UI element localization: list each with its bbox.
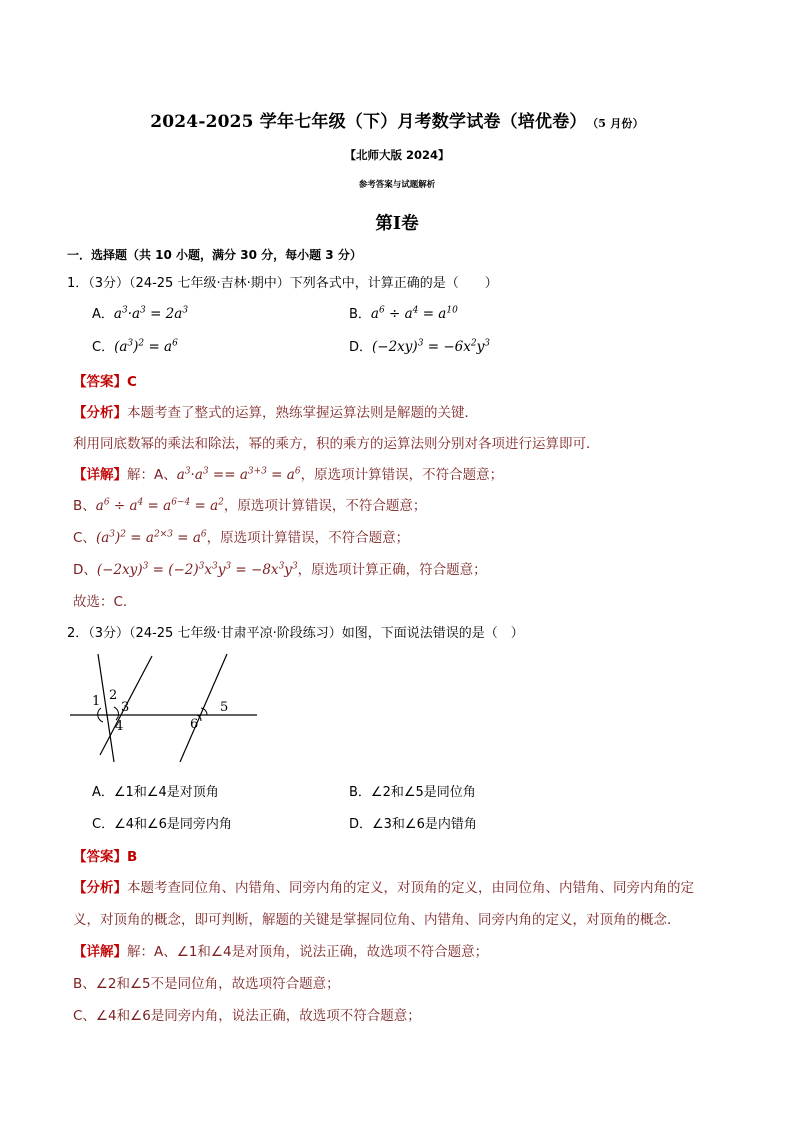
q1-detail-b: B、$a^6 \div a^4 = a^{6-4} = a^2$，原选项计算错误，不符合题意； — [73, 497, 427, 514]
detail-text: B、∠2和∠5不是同位角，故选项符合题意； — [73, 976, 340, 992]
detail-text: C、∠4和∠6是同旁内角，说法正确，故选项不符合题意； — [73, 1008, 421, 1024]
angle-label-3: 3 — [121, 700, 130, 715]
analysis-tag: 【分析】 — [73, 405, 127, 421]
answer-tag: 【答案】 — [73, 374, 127, 390]
angle-figure — [70, 650, 260, 765]
q1-choose — [73, 590, 136, 610]
document-title — [0, 107, 794, 132]
q2-stem: 2．（3分）（24-25 七年级·甘肃平凉·阶段练习）如图，下面说法错误的是（ ） — [67, 626, 524, 641]
q2-answer — [73, 845, 137, 865]
answer-value: C — [127, 374, 137, 390]
answer-tag: 【答案】 — [73, 849, 127, 865]
option-letter: D． — [349, 340, 373, 355]
detail-text: ，原选项计算错误，不符合题意； — [300, 467, 504, 483]
detail-text: 解：A、∠1和∠4是对顶角，说法正确，故选项不符合题意； — [127, 944, 489, 960]
q2-analysis-line2 — [73, 908, 681, 928]
q1-stem: 1．（3分）（24-25 七年级·吉林·期中）下列各式中，计算正确的是（ ） — [67, 276, 498, 291]
angle-label-4: 4 — [115, 719, 124, 734]
q2-detail-b — [73, 972, 340, 992]
title-note: （5 月份） — [592, 117, 644, 130]
q2-analysis — [73, 876, 694, 896]
detail-text: D、 — [73, 562, 97, 578]
title-text: 2024-2025 学年七年级（下）月考数学试卷（培优卷） — [150, 112, 587, 132]
option-letter: A． — [92, 307, 114, 322]
option-letter: B． — [349, 307, 371, 322]
analysis-tag: 【分析】 — [73, 880, 127, 896]
q2-detail-c — [73, 1004, 421, 1024]
q1-option-a: A．$a^3\cdot a^3 = 2a^3$ — [92, 305, 189, 322]
q1-analysis — [73, 401, 478, 421]
analysis-text: 本题考查同位角、内错角、同旁内角的定义，对顶角的定义，由同位角、内错角、同旁内角的定 — [127, 880, 694, 896]
detail-text: 解：A、 — [127, 467, 177, 483]
detail-text: B、 — [73, 498, 96, 514]
edition-label: 【北师大版 2024】 — [344, 148, 450, 162]
angle-label-5: 5 — [220, 700, 229, 715]
detail-text: ，原选项计算错误，不符合题意； — [223, 498, 427, 514]
analysis-text: 本题考查了整式的运算，熟练掌握运算法则是解题的关键． — [127, 405, 478, 421]
detail-tag: 【详解】 — [73, 944, 127, 960]
choose-text: 故选：C． — [73, 594, 137, 610]
q1-option-b: B．$a^6 \div a^4 = a^{10}$ — [349, 305, 458, 322]
answer-value: B — [127, 849, 138, 865]
detail-text: ，原选项计算正确，符合题意； — [297, 562, 487, 578]
q1-answer — [73, 370, 137, 390]
q1-option-c: C．$(a^3)^2 = a^6$ — [92, 338, 178, 355]
angle-label-2: 2 — [109, 688, 118, 703]
q2-option-c: C．∠4和∠6是同旁内角 — [92, 817, 232, 832]
angle-label-1: 1 — [92, 694, 101, 709]
q1-option-d: D．$(-2xy)^3 = -6x^2y^3$ — [349, 338, 490, 355]
angle-label-6: 6 — [190, 717, 199, 732]
q2-option-d: D．∠3和∠6是内错角 — [349, 817, 477, 832]
q1-detail-d: D、$(-2xy)^3 = (-2)^3x^3y^3 = -8x^3y^3$，原选项计算正确，符合题意； — [73, 561, 487, 578]
q2-option-b: B．∠2和∠5是同位角 — [349, 785, 476, 800]
subtitle: 参考答案与试题解析 — [358, 180, 436, 190]
q2-detail-a — [73, 940, 488, 960]
detail-tag: 【详解】 — [73, 467, 127, 483]
section-heading: 一．选择题（共 10 小题，满分 30 分，每小题 3 分） — [67, 248, 362, 262]
detail-text: C、 — [73, 530, 96, 546]
q1-detail-c: C、$(a^3)^2 = a^{2\times 3} = a^6$，原选项计算错误，不符合题意； — [73, 529, 410, 546]
option-letter: C． — [92, 340, 115, 355]
q1-analysis-line2 — [73, 432, 600, 452]
volume-heading: 第Ⅰ卷 — [375, 214, 419, 234]
q1-detail-a: 【详解】解：A、$a^3\cdot a^3 == a^{3+3} = a^6$，原选项计算错误，不符合题意； — [73, 466, 504, 483]
analysis-text: 利用同底数幂的乘法和除法，幂的乘方，积的乘方的运算法则分别对各项进行运算即可． — [73, 436, 600, 452]
detail-text: ，原选项计算错误，不符合题意； — [206, 530, 410, 546]
q2-option-a: A．∠1和∠4是对顶角 — [92, 785, 219, 800]
analysis-text: 义，对顶角的概念，即可判断，解题的关键是掌握同位角、内错角、同旁内角的定义，对顶角的概念． — [73, 912, 681, 928]
